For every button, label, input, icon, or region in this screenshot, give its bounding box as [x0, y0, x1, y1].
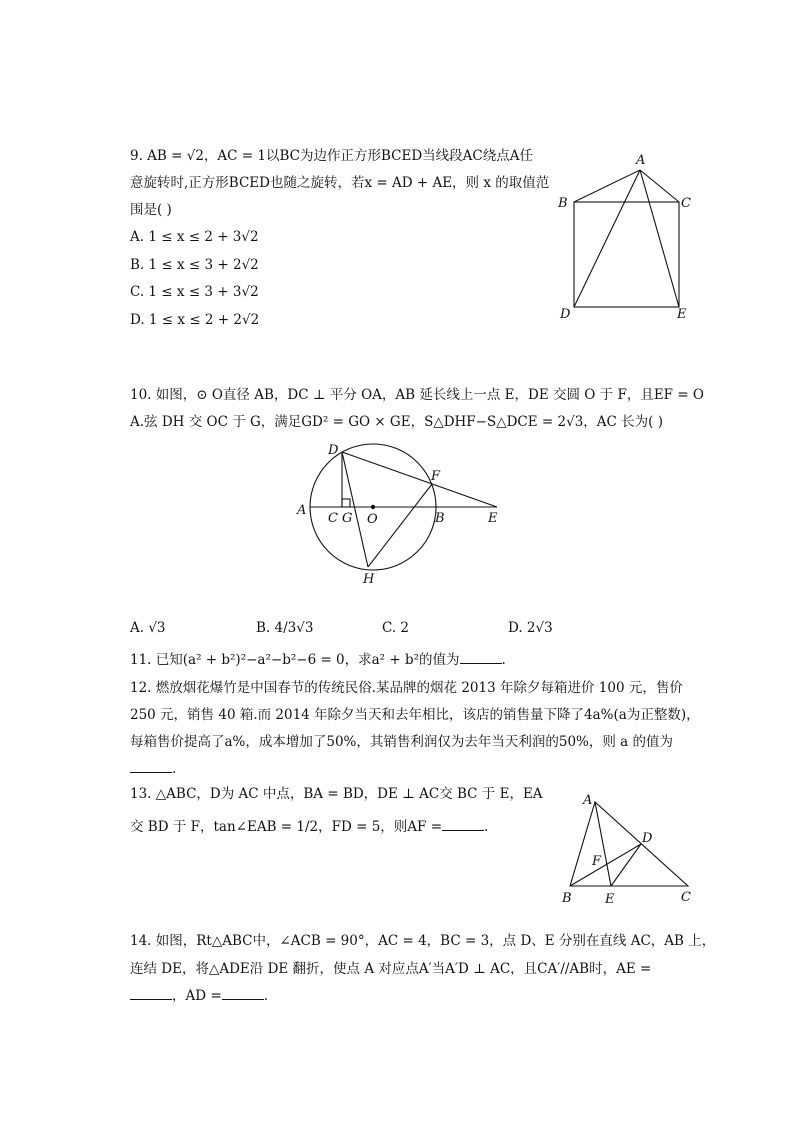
q13-line1: 13. △ABC，D为 AC 中点，BA = BD，DE ⊥ AC交 BC 于 E，EA: [130, 786, 543, 802]
q10-option-a: A. √3: [130, 620, 166, 636]
q13-triangle-figure: [550, 790, 700, 910]
q11-answer-blank[interactable]: [460, 651, 502, 664]
q14-line3: [130, 987, 268, 1005]
q11-text: 11. 已知(a² + b²)²−a²−b²−6 = 0，求a² + b²的值为: [130, 652, 460, 668]
q9-option-c: C. 1 ≤ x ≤ 3 + 3√2: [130, 284, 259, 300]
q10-label-f: F: [431, 469, 441, 484]
q12-line1: 12. 燃放烟花爆竹是中国春节的传统民俗.某品牌的烟花 2013 年除夕每箱进价 100 元，售价: [130, 680, 683, 696]
q9-option-b: B. 1 ≤ x ≤ 3 + 2√2: [130, 257, 259, 273]
q9-option-d: D. 1 ≤ x ≤ 2 + 2√2: [130, 312, 260, 328]
q14-line2: 连结 DE，将△ADE沿 DE 翻折，使点 A 对应点A′当A′D ⊥ AC，且CA′//AB时，AE =: [130, 961, 652, 977]
q10-label-g: G: [342, 511, 353, 526]
q13-label-d: D: [642, 831, 653, 846]
q12-line3: 每箱售价提高了a%，成本增加了50%，其销售利润仅为去年当天利润的50%，则 a 的值为: [130, 734, 674, 750]
q10-option-c: C. 2: [382, 620, 410, 636]
q14-ad-text: ，AD =: [172, 988, 222, 1004]
q14-end: .: [263, 988, 268, 1004]
q13-line2: [130, 818, 488, 836]
q10-line2: A.弦 DH 交 OC 于 G，满足GD² = GO × GE，S△DHF−S△DCE = 2√3，AC 长为( ): [130, 414, 663, 430]
q11-end: .: [501, 652, 506, 668]
q13-label-b: B: [562, 891, 572, 906]
q9-line2: 意旋转时,正方形BCED也随之旋转，若x = AD + AE，则 x 的取值范: [130, 175, 550, 191]
q10-label-c: C: [328, 511, 338, 526]
q10-circle-figure: [290, 440, 510, 590]
q10-label-o: O: [367, 512, 378, 527]
q10-label-a: A: [297, 503, 307, 518]
q12-end: .: [172, 761, 177, 777]
q9-option-a: A. 1 ≤ x ≤ 2 + 3√2: [130, 229, 259, 245]
square-bced: [574, 202, 679, 307]
center-point: [371, 505, 375, 509]
q13-answer-blank[interactable]: [442, 818, 484, 831]
q13-label-c: C: [681, 890, 691, 905]
q13-end: .: [484, 819, 489, 835]
q10-label-b: B: [435, 511, 445, 526]
q12-answer-blank[interactable]: [130, 760, 172, 773]
q10-label-h: H: [363, 572, 375, 587]
q9-line1: 9. AB = √2，AC = 1以BC为边作正方形BCED当线段AC绕点A任: [130, 148, 533, 164]
q9-label-e: E: [677, 307, 687, 322]
q14-line1: 14. 如图，Rt△ABC中，∠ACB = 90°，AC = 4，BC = 3，点 D、E 分别在直线 AC，AB 上，: [130, 933, 716, 949]
q10-label-d: D: [328, 443, 339, 458]
q9-label-c: C: [681, 196, 691, 211]
q14-ad-blank[interactable]: [222, 987, 264, 1000]
q9-label-d: D: [560, 307, 571, 322]
q10-option-d: D. 2√3: [508, 620, 553, 636]
q13-label-a: A: [583, 793, 593, 808]
q14-ae-blank[interactable]: [130, 987, 172, 1000]
q9-line3: 围是( ): [130, 202, 172, 218]
q10-line1: 10. 如图，⊙ O直径 AB，DC ⊥ 平分 OA，AB 延长线上一点 E，DE 交圆 O 于 F，且EF = O: [130, 387, 704, 403]
q12-line2: 250 元，销售 40 箱.而 2014 年除夕当天和去年相比，该店的销售量下降了4a%(a为正整数)，: [130, 707, 700, 723]
q9-square-figure: [550, 150, 700, 325]
q9-label-a: A: [636, 153, 646, 168]
q13-label-f: F: [592, 854, 602, 869]
q10-option-b: B. 4/3√3: [256, 620, 314, 636]
q12-answer-line: [130, 760, 176, 778]
q13-text: 交 BD 于 F，tan∠EAB = 1/2，FD = 5，则AF =: [130, 819, 443, 835]
q9-label-b: B: [558, 196, 568, 211]
q10-label-e: E: [488, 511, 498, 526]
triangle-abc: [570, 802, 688, 886]
q11-line: [130, 651, 506, 669]
q13-label-e: E: [605, 892, 615, 907]
